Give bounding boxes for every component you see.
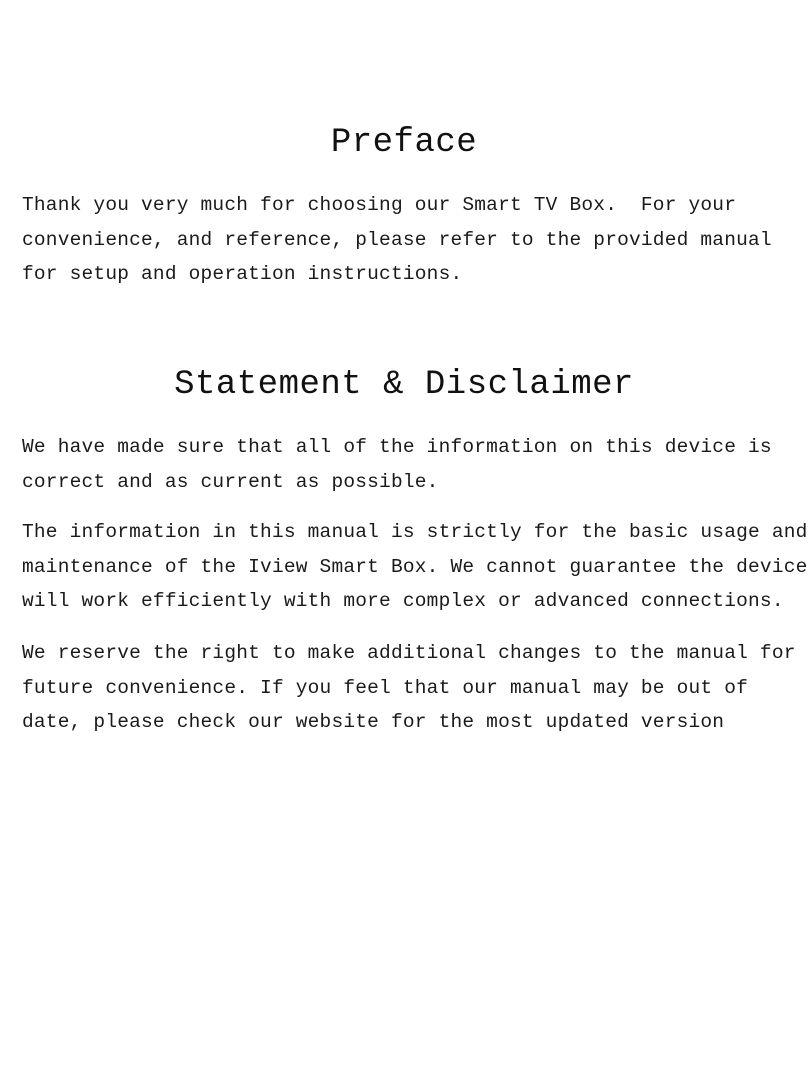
statement-paragraph-scope	[22, 515, 808, 619]
statement-line: future convenience. If you feel that our manual may be out of	[22, 676, 749, 699]
statement-line: date, please check our website for the most updated version	[22, 711, 725, 733]
statement-line: will work efficiently with more complex or advanced connections.	[22, 590, 784, 612]
statement-line: correct and as current as possible.	[22, 470, 439, 493]
preface-line: convenience, and reference, please refer to the provided manual	[22, 228, 772, 251]
statement-line: The information in this manual is strictly for the basic usage and	[22, 521, 808, 543]
preface-heading: Preface	[330, 124, 478, 162]
statement-line: maintenance of the Iview Smart Box. We cannot guarantee the device	[22, 555, 808, 578]
preface-line: for setup and operation instructions.	[22, 263, 463, 285]
statement-paragraph-accuracy	[22, 430, 792, 499]
preface-line: Thank you very much for choosing our Smart TV Box. For your	[22, 194, 737, 216]
statement-disclaimer-heading: Statement & Disclaimer	[174, 366, 634, 404]
statement-paragraph-changes	[22, 636, 796, 740]
preface-paragraph	[22, 188, 792, 292]
statement-line: We reserve the right to make additional changes to the manual for	[22, 642, 796, 664]
statement-line: We have made sure that all of the information on this device is	[22, 436, 772, 458]
